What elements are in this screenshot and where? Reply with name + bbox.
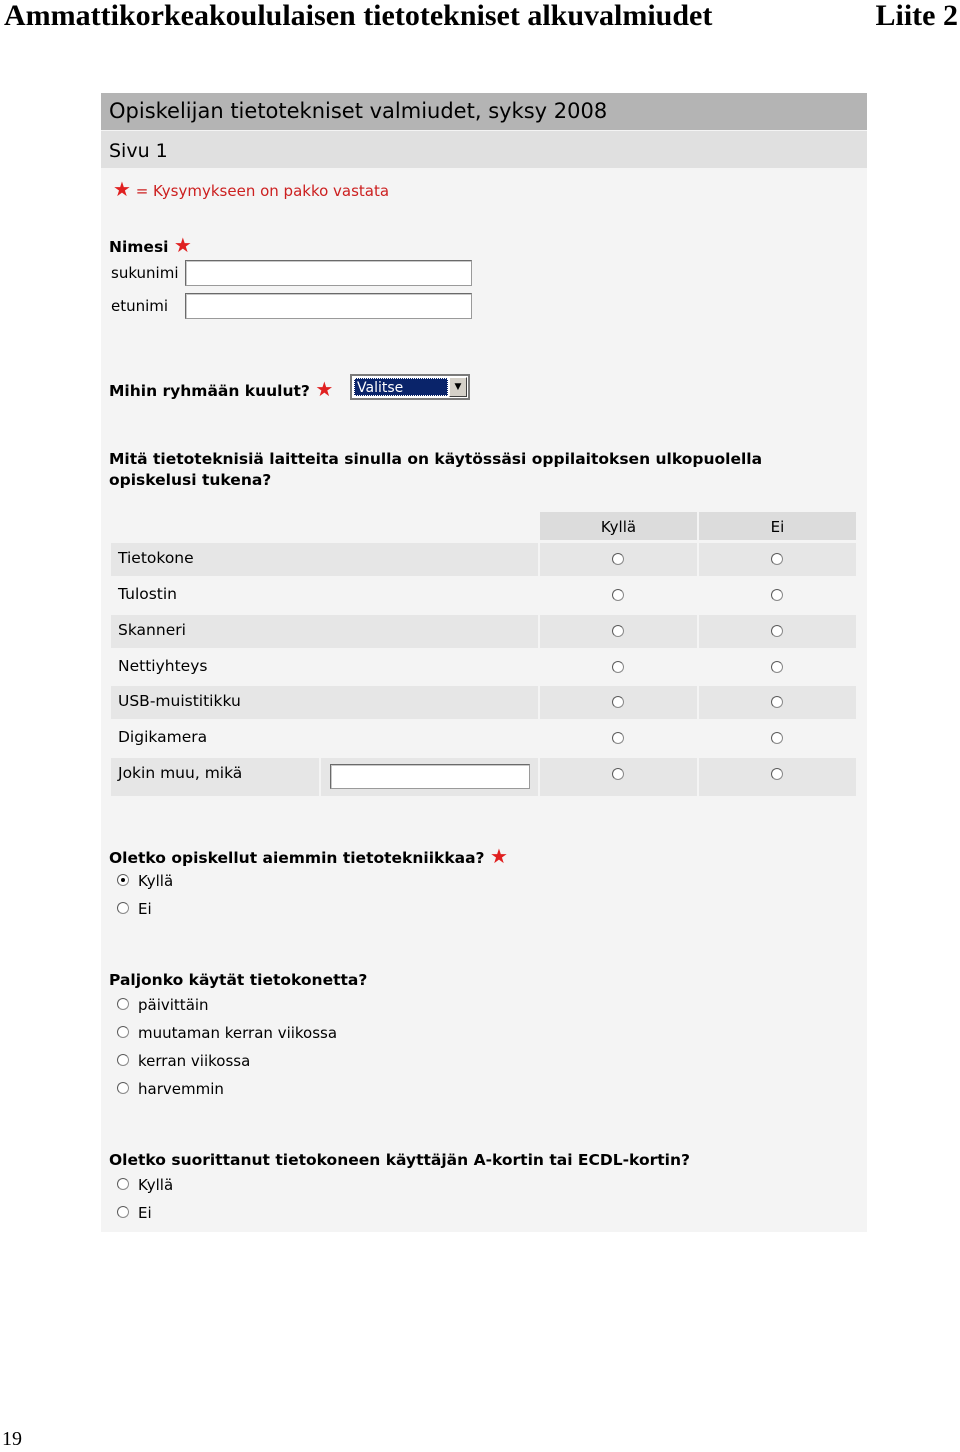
option-label: Ei <box>138 1204 152 1222</box>
radio-yes[interactable] <box>612 732 624 744</box>
radio[interactable] <box>117 1026 129 1038</box>
radio[interactable] <box>117 1206 129 1218</box>
matrix-row-label: Tulostin <box>118 585 178 603</box>
other-device-input[interactable] <box>330 764 530 789</box>
radio-checked[interactable] <box>117 874 129 886</box>
appendix-label: Liite 2 <box>875 0 958 32</box>
radio[interactable] <box>117 998 129 1010</box>
firstname-input[interactable] <box>185 293 472 319</box>
radio-yes[interactable] <box>612 625 624 637</box>
form-title: Opiskelijan tietotekniset valmiudet, syksy 2008 <box>101 93 867 130</box>
matrix-row-label: Skanneri <box>111 615 538 648</box>
document-title: Ammattikorkeakoululaisen tietotekniset alkuvalmiudet <box>4 0 713 32</box>
required-star-icon: ★ <box>315 377 334 401</box>
radio-no[interactable] <box>771 696 783 708</box>
matrix-row-label: Tietokone <box>111 543 538 576</box>
column-header-no: Ei <box>699 512 856 540</box>
radio[interactable] <box>117 1082 129 1094</box>
required-star-icon: ★ <box>113 177 131 201</box>
radio-yes[interactable] <box>612 553 624 565</box>
radio-no[interactable] <box>771 553 783 565</box>
radio-yes[interactable] <box>612 661 624 673</box>
radio-no[interactable] <box>771 625 783 637</box>
matrix-row <box>111 579 857 612</box>
lastname-input[interactable] <box>185 260 472 286</box>
matrix-row <box>111 686 857 719</box>
radio-yes[interactable] <box>612 696 624 708</box>
radio-no[interactable] <box>771 661 783 673</box>
matrix-row-label: USB-muistitikku <box>111 686 538 719</box>
group-question <box>109 379 333 402</box>
radio-yes[interactable] <box>612 768 624 780</box>
option-label: Kyllä <box>138 1176 174 1194</box>
dropdown-arrow-icon[interactable]: ▼ <box>449 377 467 397</box>
required-star-icon: ★ <box>173 233 192 257</box>
required-star-icon: ★ <box>489 844 508 868</box>
page-heading: Sivu 1 <box>101 131 867 168</box>
option-label: Ei <box>138 900 152 918</box>
matrix-row <box>111 722 857 755</box>
radio-no[interactable] <box>771 732 783 744</box>
matrix-row-label: Digikamera <box>118 728 208 746</box>
survey-form <box>101 93 867 1232</box>
radio[interactable] <box>117 1178 129 1190</box>
group-select-value: Valitse <box>354 378 448 396</box>
page-number: 19 <box>2 1428 22 1450</box>
required-note <box>113 177 389 201</box>
studied-question-label: Oletko opiskellut aiemmin tietotekniikkaa? <box>109 849 485 867</box>
required-note-text: = Kysymykseen on pakko vastata <box>135 182 390 200</box>
option-label: harvemmin <box>138 1080 224 1098</box>
certificate-question: Oletko suorittanut tietokoneen käyttäjän A-kortin tai ECDL-kortin? <box>109 1151 690 1169</box>
radio-no[interactable] <box>771 589 783 601</box>
option-label: kerran viikossa <box>138 1052 251 1070</box>
matrix-row <box>111 651 857 684</box>
group-question-label: Mihin ryhmään kuulut? <box>109 382 310 400</box>
firstname-label: etunimi <box>111 297 169 315</box>
name-question-label: Nimesi <box>109 238 169 256</box>
matrix-row-label: Jokin muu, mikä <box>111 758 319 796</box>
studied-question <box>109 846 508 869</box>
radio[interactable] <box>117 902 129 914</box>
document-header <box>0 0 960 34</box>
devices-question-line2: opiskelusi tukena? <box>109 471 272 489</box>
name-question <box>109 235 192 258</box>
matrix-row <box>111 758 857 791</box>
usage-question: Paljonko käytät tietokonetta? <box>109 971 368 989</box>
option-label: muutaman kerran viikossa <box>138 1024 338 1042</box>
radio-no[interactable] <box>771 768 783 780</box>
column-header-yes: Kyllä <box>540 512 697 540</box>
group-select[interactable] <box>350 374 470 400</box>
devices-question-line1: Mitä tietoteknisiä laitteita sinulla on käytössäsi oppilaitoksen ulkopuolella <box>109 450 763 468</box>
radio[interactable] <box>117 1054 129 1066</box>
devices-matrix <box>111 512 857 797</box>
matrix-row-label: Nettiyhteys <box>118 657 208 675</box>
lastname-label: sukunimi <box>111 264 179 282</box>
matrix-row <box>111 543 857 576</box>
option-label: päivittäin <box>138 996 209 1014</box>
option-label: Kyllä <box>138 872 174 890</box>
matrix-row <box>111 615 857 648</box>
radio-yes[interactable] <box>612 589 624 601</box>
